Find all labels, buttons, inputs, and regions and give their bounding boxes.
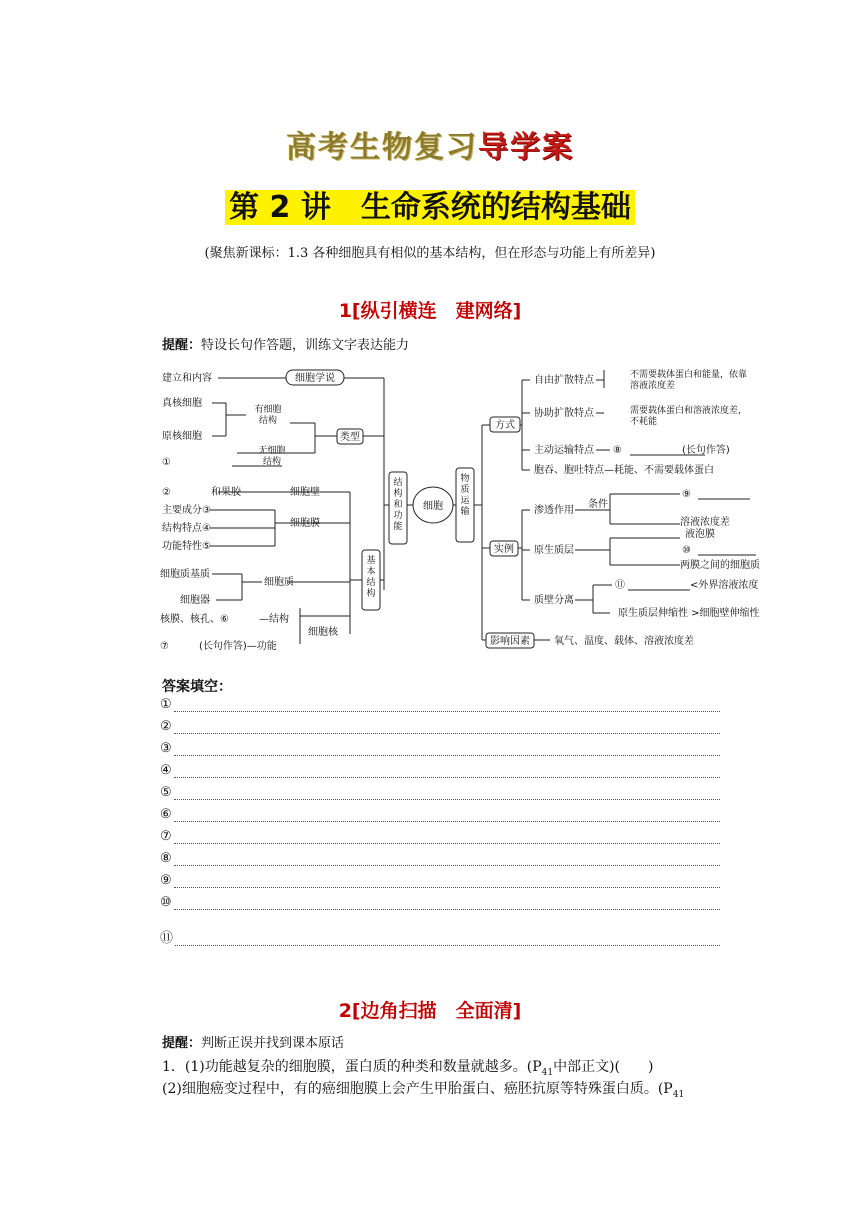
map-blank10: ⑩ <box>682 545 691 556</box>
map-free-diff: 自由扩散特点 <box>534 375 594 386</box>
question-1-2 <box>162 1078 762 1100</box>
map-cell-theory: 细胞学说 <box>295 373 335 384</box>
map-prokaryote: 原核细胞 <box>162 431 202 442</box>
map-organelle: 细胞器 <box>180 595 210 606</box>
tip-label: 提醒： <box>162 1036 202 1051</box>
answer-num: ⑥ <box>160 807 172 822</box>
map-blank11: ⑪ <box>615 580 625 591</box>
map-protoplast: 原生质层 <box>534 545 574 556</box>
map-cell-wall: 细胞壁 <box>290 487 320 498</box>
answer-line[interactable] <box>174 897 720 910</box>
map-outer-conc: <外界溶液浓度 <box>690 580 759 591</box>
answer-num: ⑧ <box>160 851 172 866</box>
map-membrane: 细胞膜 <box>290 518 320 529</box>
answer-row-5[interactable] <box>160 782 720 800</box>
map-condition: 条件 <box>588 499 608 510</box>
lecture-title-text: 第 2 讲 生命系统的结构基础 <box>225 190 635 225</box>
answer-num: ③ <box>160 741 172 756</box>
section2-tip <box>162 1032 344 1051</box>
doc-title-part1: 高考生物复习 <box>286 130 478 165</box>
map-between: 两膜之间的细胞质 <box>680 560 760 571</box>
answer-row-4[interactable] <box>160 760 720 778</box>
q2-text: (2)细胞癌变过程中，有的癌细胞膜上会产生甲胎蛋白、癌胚抗原等特殊蛋白质。(P <box>162 1081 673 1097</box>
map-blank2: ② 和果胶 <box>162 487 241 498</box>
map-active-blank: ⑧ (长句作答) <box>613 445 730 456</box>
map-func-feature: 功能特性⑤ <box>162 541 211 552</box>
map-blank9: ⑨ <box>682 489 691 500</box>
answer-line[interactable] <box>174 787 720 800</box>
map-type: 类型 <box>340 432 360 443</box>
map-active: 主动运输特点 <box>534 445 594 456</box>
answer-row-3[interactable] <box>160 738 720 756</box>
q1-tail: 中部正文)( ) <box>553 1059 654 1075</box>
doc-title-part2: 导学案 <box>478 130 574 165</box>
answer-num: ⑦ <box>160 829 172 844</box>
map-example: 实例 <box>494 544 514 555</box>
answer-row-9[interactable] <box>160 870 720 888</box>
section2-heading: 2[边角扫描 全面清] <box>338 1000 522 1022</box>
answer-num: ⑩ <box>160 895 172 910</box>
map-has-structure: 有细胞结构 <box>254 405 282 426</box>
q1-page: 41 <box>541 1067 554 1078</box>
q2-page: 41 <box>672 1089 685 1100</box>
map-right-branch: 物质运输 <box>460 474 470 517</box>
map-cytoplasm: 细胞质 <box>264 577 294 588</box>
map-blank1: ① <box>162 457 171 468</box>
map-nuc-struct: 核膜、核孔、⑥ —结构 <box>160 614 289 625</box>
tip-text: 判断正误并找到课本原话 <box>201 1036 345 1051</box>
curriculum-focus: (聚焦新课标：1.3 各种细胞具有相似的基本结构，但在形态与功能上有所差异) <box>204 246 656 261</box>
section1-heading: 1[纵引横连 建网络] <box>338 300 522 322</box>
map-nucleus: 细胞核 <box>308 627 338 638</box>
map-cell-theory-src: 建立和内容 <box>162 373 212 384</box>
answer-row-2[interactable] <box>160 716 720 734</box>
map-facil-diff-desc: 需要载体蛋白和溶液浓度差，不耗能 <box>630 406 748 427</box>
tip-label: 提醒： <box>162 338 202 353</box>
map-factors-desc: 氧气、温度、载体、溶液浓度差 <box>554 636 694 647</box>
lecture-title <box>0 182 860 226</box>
map-no-structure: 无细胞结构 <box>258 446 286 467</box>
map-eukaryote: 真核细胞 <box>162 398 202 409</box>
answer-num: ② <box>160 719 172 734</box>
map-elastic: 原生质层伸缩性 >细胞壁伸缩性 <box>618 608 760 619</box>
answer-line[interactable] <box>174 809 720 822</box>
tip-text: 特设长句作答题，训练文字表达能力 <box>201 338 410 353</box>
answer-num: ④ <box>160 763 172 778</box>
answer-line[interactable] <box>174 853 720 866</box>
answer-line[interactable] <box>174 831 720 844</box>
answer-row-7[interactable] <box>160 826 720 844</box>
map-basic-structure: 基本结构 <box>366 556 376 599</box>
map-factors: 影响因素 <box>490 636 530 647</box>
section1-tip <box>162 334 409 353</box>
answer-line[interactable] <box>174 875 720 888</box>
concept-map <box>150 360 780 660</box>
map-left-branch: 结构和功能 <box>393 478 403 532</box>
answer-line[interactable] <box>174 721 720 734</box>
answer-row-11[interactable] <box>160 928 720 946</box>
map-conc-diff: 溶液浓度差 <box>680 517 730 528</box>
map-center: 细胞 <box>423 501 443 512</box>
answer-line[interactable] <box>174 743 720 756</box>
answer-num: ⑪ <box>160 931 174 946</box>
answer-row-10[interactable] <box>160 892 720 910</box>
map-osmosis: 渗透作用 <box>534 505 574 516</box>
doc-title <box>0 122 860 166</box>
map-mode: 方式 <box>495 420 515 431</box>
answer-line[interactable] <box>174 765 720 778</box>
map-nuc-func: ⑦ (长句作答)—功能 <box>160 641 277 652</box>
answer-row-8[interactable] <box>160 848 720 866</box>
map-matrix: 细胞质基质 <box>160 569 210 580</box>
answer-num: ① <box>160 697 172 712</box>
answer-line[interactable] <box>174 699 720 712</box>
map-endo: 胞吞、胞吐特点—耗能、不需要载体蛋白 <box>534 465 714 476</box>
map-struct-feature: 结构特点④ <box>162 523 211 534</box>
map-plasmolysis: 质壁分离 <box>534 595 574 606</box>
answer-line[interactable] <box>175 933 720 946</box>
answer-num: ⑤ <box>160 785 172 800</box>
map-main-comp: 主要成分③ <box>162 505 211 516</box>
answer-row-1[interactable] <box>160 694 720 712</box>
answer-num: ⑨ <box>160 873 172 888</box>
q1-text: 1．(1)功能越复杂的细胞膜，蛋白质的种类和数量就越多。(P <box>162 1059 542 1075</box>
question-1-1 <box>162 1056 742 1078</box>
answer-row-6[interactable] <box>160 804 720 822</box>
map-facil-diff: 协助扩散特点 <box>534 408 594 419</box>
answers-label: 答案填空： <box>162 679 232 695</box>
map-vacuole: 液泡膜 <box>685 529 715 540</box>
map-free-diff-desc: 不需要载体蛋白和能量，依靠溶液浓度差 <box>630 370 748 391</box>
